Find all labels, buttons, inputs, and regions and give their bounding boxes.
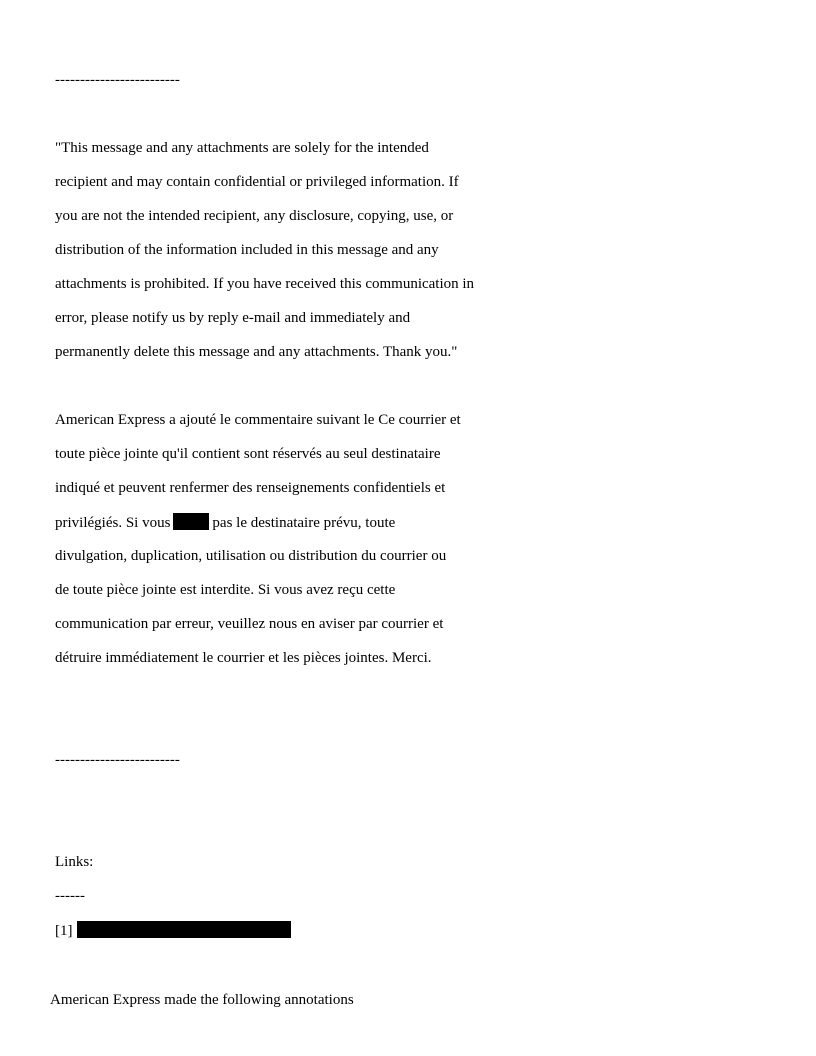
notice-en-line: recipient and may contain confidential or privileged information. If — [55, 174, 459, 190]
links-heading: Links: — [55, 854, 94, 870]
notice-fr-text-after: pas le destinataire prévu, toute — [212, 515, 396, 531]
notice-en-line: permanently delete this message and any attachments. Thank you." — [55, 344, 458, 360]
notice-fr-line: de toute pièce jointe est interdite. Si vous avez reçu cette — [55, 582, 396, 598]
notice-en-line: error, please notify us by reply e-mail and immediately and — [55, 310, 411, 326]
link-item-label: [1] — [55, 923, 73, 939]
notice-fr-text-before: privilégiés. Si vous — [55, 515, 171, 531]
notice-fr-line: détruire immédiatement le courrier et les pièces jointes. Merci. — [55, 650, 432, 666]
footer-annotation: American Express made the following annotations — [50, 992, 354, 1008]
notice-fr-line: toute pièce jointe qu'il contient sont réservés au seul destinataire — [55, 446, 441, 462]
link-item-1[interactable] — [55, 921, 291, 940]
separator-bottom: ------------------------- — [55, 752, 180, 768]
redaction-box — [173, 513, 209, 530]
notice-fr-line-redacted — [55, 513, 395, 532]
notice-en-line: distribution of the information included in this message and any — [55, 242, 439, 258]
notice-fr-line: American Express a ajouté le commentaire suivant le Ce courrier et — [55, 412, 461, 428]
notice-fr-line: divulgation, duplication, utilisation ou distribution du courrier ou — [55, 548, 447, 564]
notice-en-line: attachments is prohibited. If you have received this communication in — [55, 276, 475, 292]
notice-fr-line: communication par erreur, veuillez nous en aviser par courrier et — [55, 616, 444, 632]
redacted-link-url — [77, 921, 291, 938]
separator-top: ------------------------- — [55, 72, 180, 88]
notice-en-line: you are not the intended recipient, any disclosure, copying, use, or — [55, 208, 454, 224]
links-underline: ------ — [55, 888, 85, 904]
notice-en-line: "This message and any attachments are solely for the intended — [55, 140, 429, 156]
notice-fr-line: indiqué et peuvent renfermer des renseignements confidentiels et — [55, 480, 446, 496]
